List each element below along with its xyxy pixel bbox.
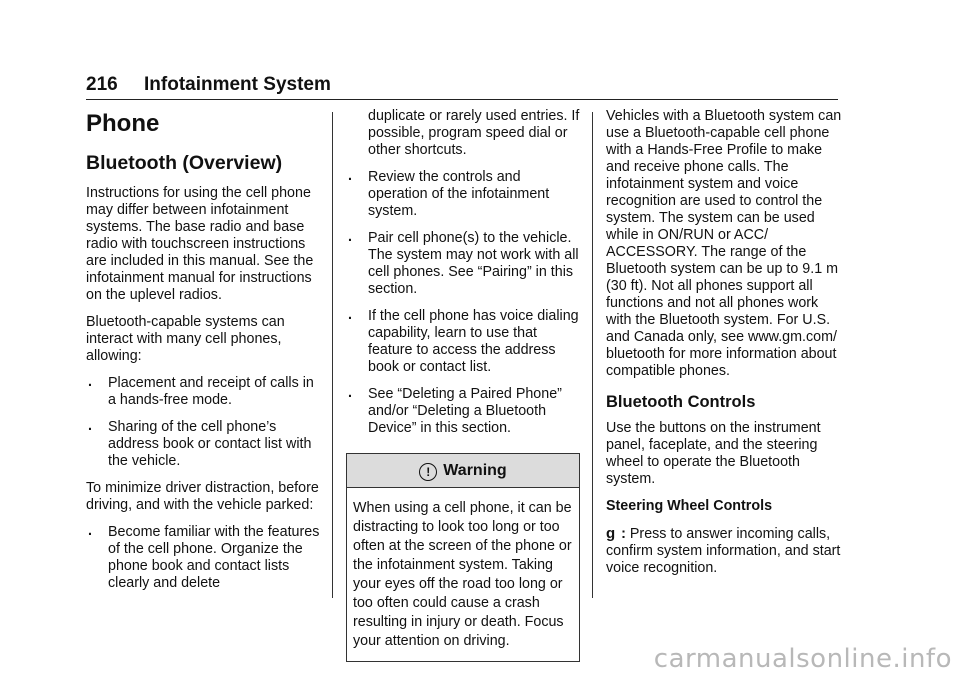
bullet-icon: . — [88, 418, 92, 434]
bullet-continuation: duplicate or rarely used entries. If possible, program speed dial or other shortcuts. — [368, 108, 580, 158]
list-item: . Become familiar with the features of the cell phone. Organize the phone book and contact lists clearly and delete — [88, 523, 320, 591]
page-header — [86, 68, 838, 100]
list-item: . Placement and receipt of calls in a hands-free mode. — [88, 374, 314, 408]
list-item: . Pair cell phone(s) to the vehicle. The system may not work with all cell phones. See “Pairing” in this section. — [348, 229, 579, 297]
bullet-list — [346, 169, 580, 437]
bullet-list — [86, 375, 320, 470]
list-item: . See “Deleting a Paired Phone” and/or “Deleting a Bluetooth Device” in this section. — [348, 385, 562, 436]
controls-label: Steering Wheel Controls — [606, 498, 773, 514]
watermark: carmanualsonline.info — [653, 644, 952, 674]
warning-body: When using a cell phone, it can be distracting to look too long or too often at the screen of the phone or the infotainment system. Taking your eyes off the road too long or too often could cause a crash resulting in injury or death. Focus your attention on driving. — [353, 500, 572, 649]
bullet-icon: . — [348, 385, 352, 401]
bullet-icon: . — [88, 374, 92, 390]
bullet-icon: . — [348, 229, 352, 245]
column-divider — [332, 112, 333, 598]
paragraph: Instructions for using the cell phone may differ between infotainment systems. The base radio and base radio with touchscreen instructions are included in this manual. See the infotainment manual for instructions on the uplevel radios. — [86, 185, 314, 303]
paragraph: Vehicles with a Bluetooth system can use a Bluetooth-capable cell phone with a Hands-Free Profile to make and receive phone calls. The infotainment system and voice recognition are used to control the system. The system can be used while in ON/RUN or ACC/ ACCESSORY. The range of the Bluetooth system can be up to 9.1 m (30 ft). Not all phones support all functions and not all phones work with the Bluetooth system. For U.S. and Canada only, see www.gm.com/ bluetooth for more information about compatible phones. — [606, 108, 842, 379]
paragraph: To minimize driver distraction, before driving, and with the vehicle parked: — [86, 480, 319, 513]
bullet-icon: . — [88, 523, 92, 539]
section-heading: Bluetooth (Overview) — [86, 152, 283, 174]
section-title: Infotainment System — [144, 74, 331, 95]
phone-icon: g — [606, 525, 616, 542]
warning-header — [347, 454, 579, 488]
warning-title: Warning — [443, 462, 507, 479]
subsection-heading: Bluetooth Controls — [606, 393, 756, 411]
page-number: 216 — [86, 74, 118, 95]
column-divider — [592, 112, 593, 598]
page-heading: Phone — [86, 110, 160, 137]
warning-box — [346, 453, 580, 662]
control-description: g : Press to answer incoming calls, confirm system information, and start voice recognition. — [606, 525, 841, 576]
column-left — [86, 108, 320, 602]
paragraph: Use the buttons on the instrument panel, faceplate, and the steering wheel to operate the Bluetooth system. — [606, 420, 821, 487]
list-item: . If the cell phone has voice dialing capability, learn to use that feature to access the address book or contact list. — [348, 307, 579, 375]
paragraph: Bluetooth-capable systems can interact with many cell phones, allowing: — [86, 314, 285, 364]
warning-icon: ! — [419, 463, 437, 481]
bullet-icon: . — [348, 168, 352, 184]
column-right — [606, 108, 844, 587]
list-item: . Sharing of the cell phone’s address book or contact list with the vehicle. — [88, 418, 312, 469]
list-item: . Review the controls and operation of the infotainment system. — [348, 168, 550, 219]
column-middle — [346, 108, 580, 662]
bullet-list — [86, 524, 320, 592]
bullet-icon: . — [348, 307, 352, 323]
